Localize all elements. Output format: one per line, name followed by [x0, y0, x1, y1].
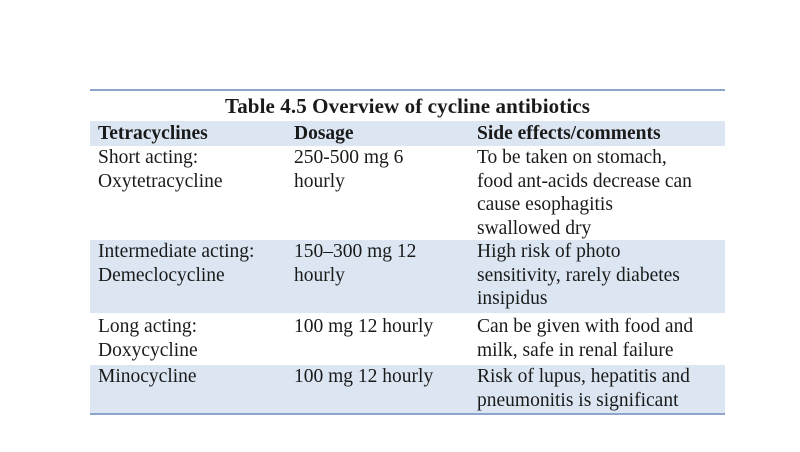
cell-line: 250-500 mg 6: [294, 147, 404, 168]
cell-line: Short acting:: [98, 147, 199, 168]
cell-line: pneumonitis is significant: [477, 389, 679, 411]
cell-dosage: [286, 240, 469, 313]
cell-line: Demeclocycline: [98, 264, 225, 286]
cell-line: Doxycycline: [98, 339, 198, 361]
cell-line: hourly: [294, 264, 345, 286]
cell-dosage: [286, 365, 469, 413]
cell-line: Intermediate acting:: [98, 241, 255, 262]
cell-line: 100 mg 12 hourly: [294, 366, 434, 387]
cell-line: Minocycline: [98, 366, 197, 387]
cell-line: milk, safe in renal failure: [477, 339, 674, 361]
cell-line: Risk of lupus, hepatitis and: [477, 366, 690, 387]
cell-line: hourly: [294, 170, 345, 192]
cell-comments: [469, 365, 725, 413]
table-grid: [90, 121, 725, 413]
cell-drug: [90, 240, 286, 313]
cell-line: sensitivity, rarely diabetes: [477, 264, 680, 286]
cell-line: insipidus: [477, 288, 548, 309]
cell-comments: [469, 146, 725, 240]
antibiotics-table: [90, 89, 725, 415]
header-side-effects: Side effects/comments: [469, 121, 725, 146]
cell-line: To be taken on stomach,: [477, 147, 667, 168]
cell-line: food ant-acids decrease can: [477, 170, 692, 192]
header-tetracyclines: Tetracyclines: [90, 121, 286, 146]
cell-comments: [469, 313, 725, 365]
cell-drug: [90, 146, 286, 240]
cell-line: cause esophagitis: [477, 194, 613, 215]
table-bottom-rule: [90, 413, 725, 415]
cell-dosage: [286, 313, 469, 365]
cell-line: High risk of photo: [477, 241, 621, 262]
cell-line: Oxytetracycline: [98, 170, 223, 192]
cell-line: Long acting:: [98, 316, 198, 337]
header-dosage: Dosage: [286, 121, 469, 146]
cell-line: Can be given with food and: [477, 316, 694, 337]
cell-comments: [469, 240, 725, 313]
cell-line: 100 mg 12 hourly: [294, 316, 434, 337]
cell-drug: [90, 313, 286, 365]
cell-line: 150–300 mg 12: [294, 241, 417, 262]
cell-line: swallowed dry: [477, 217, 592, 239]
cell-dosage: [286, 146, 469, 240]
cell-drug: [90, 365, 286, 413]
table-title: Table 4.5 Overview of cycline antibiotics: [225, 94, 590, 118]
